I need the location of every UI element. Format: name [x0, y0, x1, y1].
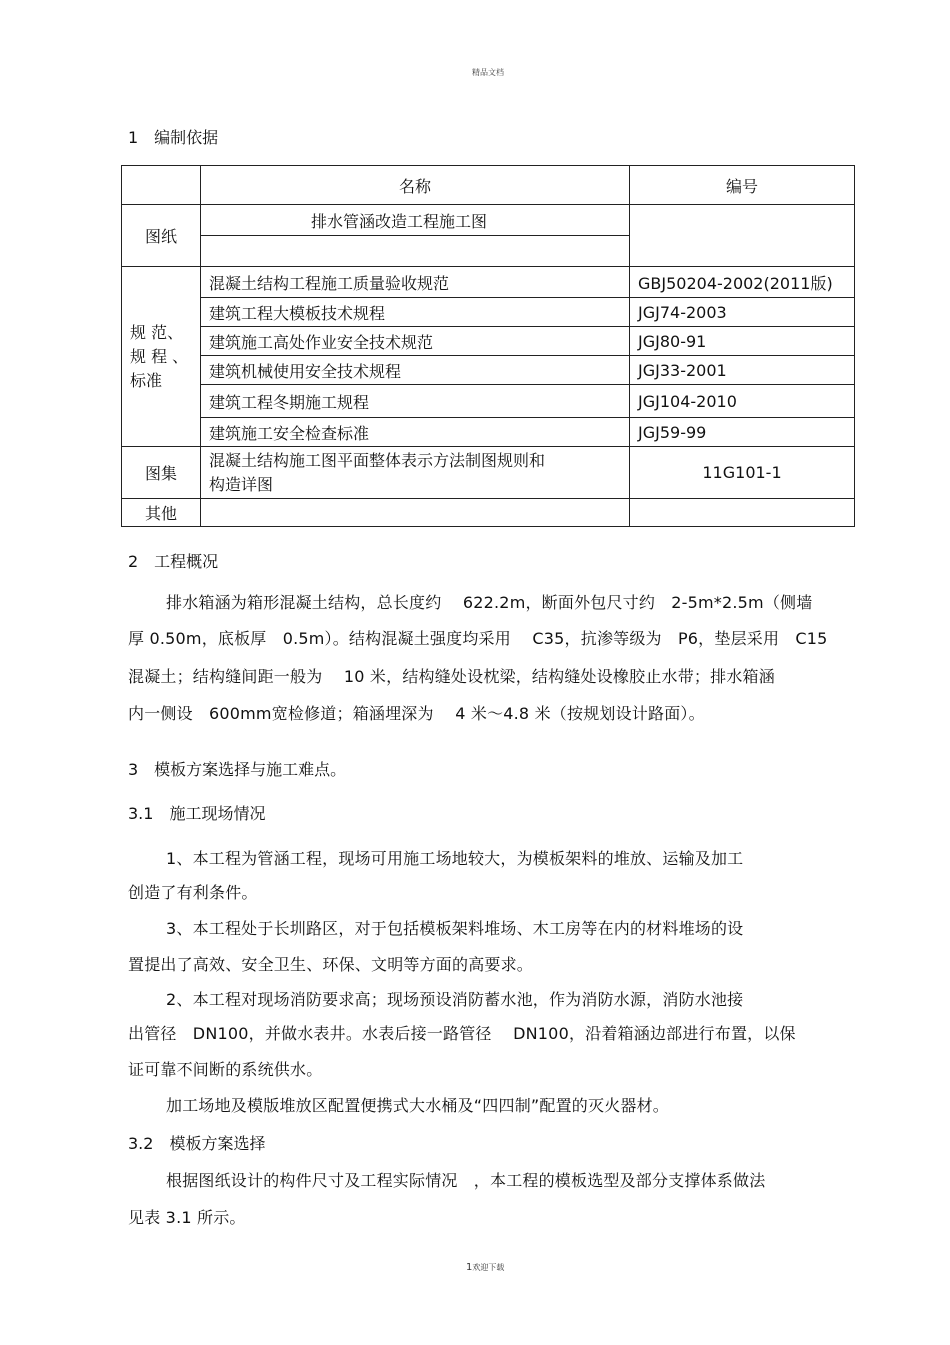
- section-3-heading: 3 模板方案选择与施工难点。: [128, 760, 347, 779]
- basis-table: [121, 165, 855, 527]
- footer: [466, 1262, 504, 1273]
- standard-name: 建筑施工安全检查标准: [201, 418, 630, 447]
- category-line: 规 范、: [130, 322, 184, 342]
- drawing-name: 排水管涵改造工程施工图: [201, 205, 630, 236]
- site-line: 置提出了高效、安全卫生、环保、文明等方面的高要求。: [128, 955, 534, 974]
- table-row: [122, 267, 855, 298]
- footer-text: 欢迎下载: [472, 1263, 505, 1272]
- table-row: [122, 499, 855, 527]
- site-line: 加工场地及模版堆放区配置便携式大水桶及“四四制”配置的灭火器材。: [166, 1096, 669, 1115]
- standard-name: 混凝土结构工程施工质量验收规范: [201, 267, 630, 298]
- standard-name: 建筑机械使用安全技术规程: [201, 356, 630, 385]
- table-row: [122, 327, 855, 356]
- table-header-row: [122, 166, 855, 205]
- section-3-2-heading: 3.2 模板方案选择: [128, 1134, 266, 1153]
- category-atlas: 图集: [122, 447, 201, 499]
- category-other: 其他: [122, 499, 201, 527]
- category-standards: [122, 267, 201, 447]
- site-line: 出管径 DN100，并做水表井。水表后接一路管径 DN100，沿着箱涵边部进行布置，以保: [128, 1024, 796, 1043]
- category-line: 标准: [130, 370, 163, 390]
- table-row: [122, 356, 855, 385]
- standard-number: JGJ104-2010: [630, 385, 855, 418]
- col-header-name: 名称: [201, 166, 630, 205]
- section-2-heading: 2 工程概况: [128, 552, 219, 571]
- table-row: [122, 205, 855, 236]
- standard-number: JGJ33-2001: [630, 356, 855, 385]
- drawing-name-empty: [201, 236, 630, 267]
- standard-name: 建筑工程冬期施工规程: [201, 385, 630, 418]
- standard-number: JGJ59-99: [630, 418, 855, 447]
- table-row: [122, 298, 855, 327]
- other-name: [201, 499, 630, 527]
- table-corner-cell: [122, 166, 201, 205]
- standard-name: 建筑施工高处作业安全技术规范: [201, 327, 630, 356]
- other-number: [630, 499, 855, 527]
- table-row: [122, 418, 855, 447]
- standard-number: JGJ74-2003: [630, 298, 855, 327]
- section-1-heading: 1 编制依据: [128, 128, 219, 147]
- atlas-name: [201, 447, 630, 499]
- formwork-line: 根据图纸设计的构件尺寸及工程实际情况 ，本工程的模板选型及部分支撑体系做法: [166, 1171, 766, 1190]
- site-line: 证可靠不间断的系统供水。: [128, 1060, 323, 1079]
- atlas-name-line: 构造详图: [209, 474, 274, 494]
- overview-line: 内一侧设 600mm宽检修道；箱涵埋深为 4 米～4.8 米（按规划设计路面）。: [128, 704, 705, 723]
- standard-name: 建筑工程大模板技术规程: [201, 298, 630, 327]
- site-line: 2、本工程对现场消防要求高；现场预设消防蓄水池，作为消防水源，消防水池接: [166, 990, 744, 1009]
- site-line: 1、本工程为管涵工程，现场可用施工场地较大，为模板架料的堆放、运输及加工: [166, 849, 744, 868]
- col-header-number: 编号: [630, 166, 855, 205]
- table-row: [122, 385, 855, 418]
- site-line: 3、本工程处于长圳路区，对于包括模板架料堆场、木工房等在内的材料堆场的设: [166, 919, 744, 938]
- table-row: [122, 447, 855, 499]
- site-line: 创造了有利条件。: [128, 883, 258, 902]
- atlas-number: 11G101-1: [630, 447, 855, 499]
- overview-line: 混凝土；结构缝间距一般为 10 米，结构缝处设枕梁，结构缝处设橡胶止水带；排水箱涵: [128, 667, 775, 686]
- atlas-name-line: 混凝土结构施工图平面整体表示方法制图规则和: [209, 450, 546, 470]
- overview-line: 厚 0.50m，底板厚 0.5m）。结构混凝土强度均采用 C35，抗渗等级为 P6，垫层采用 C15: [128, 629, 828, 648]
- category-drawings: 图纸: [122, 205, 201, 267]
- standard-number: GBJ50204-2002(2011版): [630, 267, 855, 298]
- overview-line: 排水箱涵为箱形混凝土结构，总长度约 622.2m，断面外包尺寸约 2-5m*2.5m（侧墙: [166, 593, 813, 612]
- page-number: 1: [466, 1262, 473, 1273]
- drawing-number: [630, 205, 855, 267]
- header-watermark: 精品文档: [472, 68, 504, 77]
- section-3-1-heading: 3.1 施工现场情况: [128, 804, 266, 823]
- standard-number: JGJ80-91: [630, 327, 855, 356]
- category-line: 规 程 、: [130, 346, 189, 366]
- formwork-line: 见表 3.1 所示。: [128, 1208, 246, 1227]
